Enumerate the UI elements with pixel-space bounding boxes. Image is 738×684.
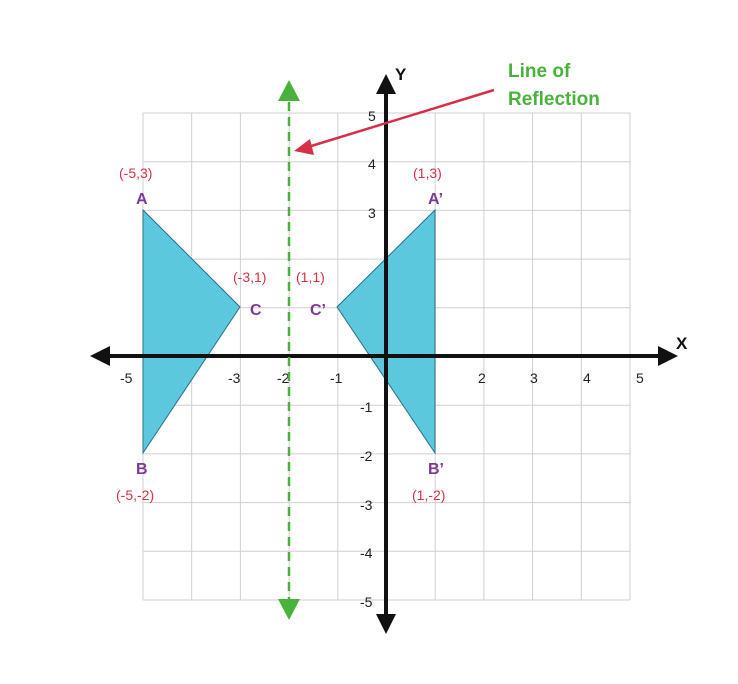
line-of-reflection-label-line1: Line of [508, 61, 571, 82]
vertex-b-prime-label: B’ [428, 461, 444, 478]
x-axis-left-arrow [90, 346, 110, 366]
vertex-b-coordinates: (-5,-2) [116, 487, 155, 503]
vertex-a-label: A [136, 191, 148, 208]
x-tick-label: -3 [228, 370, 241, 386]
y-axis-bottom-arrow [376, 614, 396, 634]
vertex-a-prime-coordinates: (1,3) [413, 165, 442, 181]
line-of-reflection-label-line2: Reflection [508, 89, 600, 110]
vertex-c-prime-coordinates: (1,1) [296, 269, 325, 285]
vertex-a-coordinates: (-5,3) [119, 165, 153, 181]
vertex-b-prime-coordinates: (1,-2) [412, 487, 446, 503]
y-tick-label: -1 [360, 399, 373, 415]
y-tick-label: -5 [360, 594, 373, 610]
y-tick-label: -4 [360, 545, 373, 561]
y-axis-label: Y [395, 65, 407, 84]
callout-arrowhead [294, 139, 314, 155]
x-tick-label: -2 [277, 370, 290, 386]
x-tick-label: -1 [330, 370, 343, 386]
x-axis-right-arrow [658, 346, 678, 366]
x-tick-label: 3 [530, 370, 538, 386]
vertex-c-coordinates: (-3,1) [233, 269, 267, 285]
y-tick-label: 3 [368, 205, 376, 221]
x-axis-label: X [676, 334, 688, 353]
reflection-line-top-arrow [278, 80, 300, 101]
y-tick-label: -2 [360, 448, 373, 464]
y-tick-label: -3 [360, 497, 373, 513]
vertex-b-label: B [136, 461, 148, 478]
y-tick-label: 4 [368, 156, 376, 172]
vertex-c-prime-label: C’ [310, 302, 326, 319]
callout-pointer-line [308, 90, 494, 147]
x-tick-label: -5 [120, 370, 133, 386]
y-tick-label: 5 [368, 108, 376, 124]
reflection-line-bottom-arrow [278, 599, 300, 620]
x-tick-label: 2 [478, 370, 486, 386]
x-tick-label: 5 [636, 370, 644, 386]
y-axis-top-arrow [376, 74, 396, 94]
vertex-c-label: C [250, 302, 262, 319]
vertex-a-prime-label: A’ [428, 191, 444, 208]
x-tick-label: 4 [583, 370, 591, 386]
